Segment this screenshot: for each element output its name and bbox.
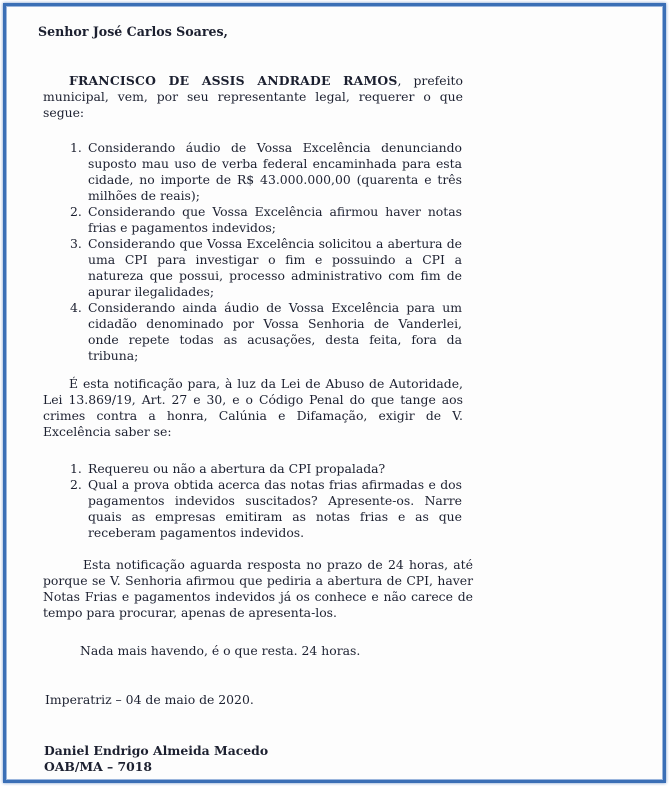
requester-name: FRANCISCO DE ASSIS ANDRADE RAMOS [69,73,398,88]
list-item: 1. Considerando áudio de Vossa Excelência denunciando suposto mau uso de verba federal encaminhada para esta cidade, no importe de R$ 43.000.000,00 (quarenta e três milhões de reais); [70,140,462,203]
greeting-line: Senhor José Carlos Soares, [38,24,228,39]
deadline-paragraph: Esta notificação aguarda resposta no prazo de 24 horas, até porque se V. Senhoria afirmou que pediria a abertura de CPI, haver Notas Frias e pagamentos indevidos já os conhece e não carece de tempo para procurar, apenas de apresenta-los. [43,557,473,620]
notification-paragraph: É esta notificação para, à luz da Lei de Abuso de Autoridade, Lei 13.869/19, Art. 27 e 30, e o Código Penal do que tange aos crimes contra a honra, Calúnia e Difamação, exigir de V. Excelência saber se: [43,376,463,439]
list-item: 1. Requereu ou não a abertura da CPI propalada? [70,461,386,476]
considerations-list [70,140,462,364]
date-line: Imperatriz – 04 de maio de 2020. [45,692,254,707]
intro-paragraph [43,73,463,121]
list-item: 4. Considerando ainda áudio de Vossa Excelência para um cidadão denominado por Vossa Senhoria de Vanderlei, onde repete todas as acusações, desta feita, fora da tribuna; [70,300,462,363]
signature-oab: OAB/MA – 7018 [44,759,153,774]
list-item: 2. Considerando que Vossa Excelência afirmou haver notas frias e pagamentos indevidos; [70,204,462,235]
letter-page [6,6,663,780]
list-item: 2. Qual a prova obtida acerca das notas frias afirmadas e dos pagamentos indevidos suscitados? Apresente-os. Narre quais as empresas emitiram as notas frias e as que receberam pagamentos indevidos. [70,477,462,540]
list-item: 3. Considerando que Vossa Excelência solicitou a abertura de uma CPI para investigar o fim e possuindo a CPI a natureza que possui, processo administrativo com fim de apurar ilegalidades; [70,236,462,299]
intro-text: , prefeito municipal, vem, por seu representante legal, requerer o que segue: [43,73,463,120]
document-frame [3,3,666,783]
questions-list [70,461,462,541]
closing-line: Nada mais havendo, é o que resta. 24 horas. [80,643,361,658]
signature-name: Daniel Endrigo Almeida Macedo [44,743,269,758]
